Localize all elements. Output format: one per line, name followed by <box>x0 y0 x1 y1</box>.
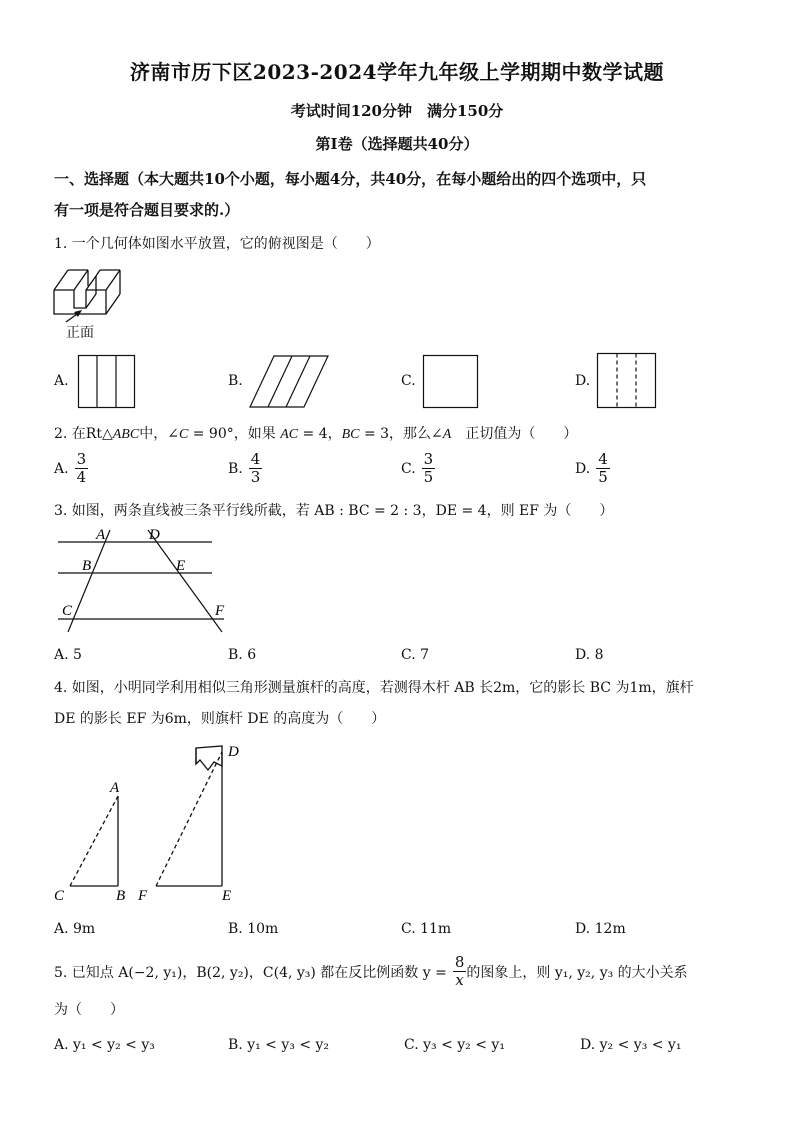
volume-heading: 第I卷（选择题共40分） <box>315 135 479 153</box>
page-title: 济南市历下区2023-2024学年九年级上学期期中数学试题 <box>129 60 665 84</box>
q1-option-d-label[interactable]: D. <box>575 373 591 389</box>
q1-option-a-label[interactable]: A. <box>54 373 69 389</box>
q3-option-d[interactable]: D. 8 <box>575 647 604 663</box>
q5-stem-line2: 为（ ） <box>54 1002 124 1018</box>
q4-option-c[interactable]: C. 11m <box>401 921 452 937</box>
q4-option-d[interactable]: D. 12m <box>575 921 626 937</box>
q4-flagpole-figure <box>50 740 250 910</box>
q5-option-a[interactable]: A. y₁ < y₂ < y₃ <box>54 1037 155 1053</box>
q4-point-d: D <box>228 744 239 760</box>
q3-option-c[interactable]: C. 7 <box>401 647 430 663</box>
q1-option-c-figure <box>423 355 479 409</box>
q4-stem-line2: DE 的影长 EF 为6m，则旗杆 DE 的高度为（ ） <box>54 711 386 727</box>
section-heading-line2: 有一项是符合题目要求的.） <box>54 201 240 219</box>
q3-point-e: E <box>176 558 186 574</box>
q2-option-a[interactable]: A. $\frac{3}{4}$ <box>54 450 87 487</box>
q2-stem: 2. 在Rt△ABC中，∠C = 90°，如果 AC = 4，BC = 3，那么∠A 正切值为（ ） <box>54 426 578 442</box>
q1-option-a-figure <box>78 355 136 409</box>
q3-point-b: B <box>82 558 92 574</box>
q1-option-b-figure <box>250 355 330 409</box>
q5-option-d[interactable]: D. y₂ < y₃ < y₁ <box>580 1037 682 1053</box>
q3-point-d: D <box>149 527 160 543</box>
q1-option-c-label[interactable]: C. <box>401 373 416 389</box>
q4-point-a: A <box>110 780 120 796</box>
q3-point-f: F <box>215 603 225 619</box>
q4-point-b: B <box>116 888 126 904</box>
q3-stem: 3. 如图，两条直线被三条平行线所截，若 AB : BC = 2 : 3，DE = 4，则 EF 为（ ） <box>54 503 614 519</box>
section-heading-line1: 一、选择题（本大题共10个小题，每小题4分，共40分，在每小题给出的四个选项中，只 <box>54 170 647 188</box>
q1-solid-figure <box>52 262 152 322</box>
q4-point-f: F <box>138 888 148 904</box>
q3-point-a: A <box>96 527 106 543</box>
q4-stem-line1: 4. 如图，小明同学利用相似三角形测量旗杆的高度，若测得木杆 AB 长2m，它的影长 BC 为1m，旗杆 <box>54 680 694 696</box>
q1-stem: 1. 一个几何体如图水平放置，它的俯视图是（ ） <box>54 236 380 252</box>
q2-option-b[interactable]: B. $\frac{4}{3}$ <box>228 450 261 487</box>
q1-option-d-figure <box>597 353 657 409</box>
q4-point-e: E <box>222 888 232 904</box>
q3-option-b[interactable]: B. 6 <box>228 647 257 663</box>
q4-option-b[interactable]: B. 10m <box>228 921 279 937</box>
q2-option-d[interactable]: D. $\frac{4}{5}$ <box>575 450 608 487</box>
q1-option-b-label[interactable]: B. <box>228 373 243 389</box>
q4-option-a[interactable]: A. 9m <box>54 921 96 937</box>
q3-point-c: C <box>62 603 73 619</box>
q1-front-label: 正面 <box>66 325 94 341</box>
q5-option-c[interactable]: C. y₃ < y₂ < y₁ <box>404 1037 505 1053</box>
exam-info: 考试时间120分钟 满分150分 <box>290 102 504 120</box>
q5-stem-line1: 5. 已知点 A(−2, y₁)，B(2, y₂)，C(4, y₃) 都在反比例函数 y = $\frac{8}{x}$ 的图象上，则 y₁, y₂, y₃ 的大小关系 <box>54 953 688 990</box>
q4-point-c: C <box>54 888 65 904</box>
q5-option-b[interactable]: B. y₁ < y₃ < y₂ <box>228 1037 330 1053</box>
q2-option-c[interactable]: C. $\frac{3}{5}$ <box>401 450 434 487</box>
q3-parallel-lines-figure <box>52 526 232 636</box>
q3-option-a[interactable]: A. 5 <box>54 647 82 663</box>
